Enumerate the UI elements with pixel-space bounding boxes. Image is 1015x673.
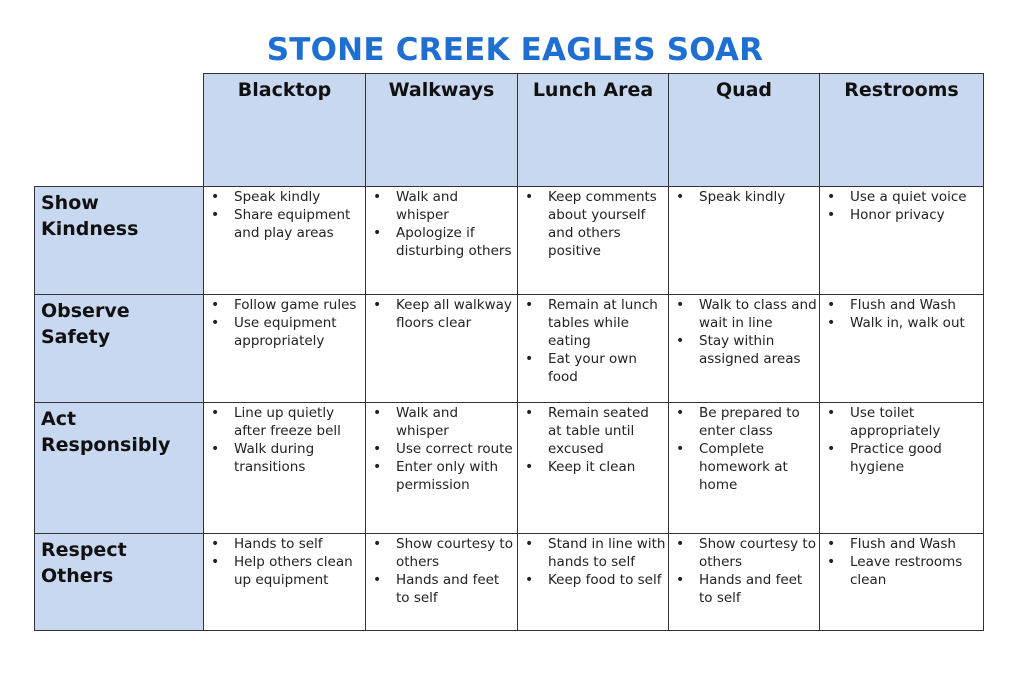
list-item: • Remain at lunch tables while eating [518, 296, 666, 350]
matrix-cell [204, 403, 366, 534]
row-header-respect-others: Respect Others [35, 534, 204, 631]
list-item: • Eat your own food [518, 350, 666, 386]
matrix-cell [820, 403, 984, 534]
matrix-cell [366, 534, 518, 631]
list-item: • Enter only with permission [366, 458, 515, 494]
list-item: • Walk and whisper [366, 404, 515, 440]
row-header-act-responsibly: Act Responsibly [35, 403, 204, 534]
matrix-cell [518, 187, 669, 295]
list-item: • Honor privacy [820, 206, 981, 224]
matrix-cell [204, 187, 366, 295]
list-item: • Show courtesy to others [366, 535, 515, 571]
column-header-blacktop: Blacktop [204, 74, 366, 187]
matrix-cell [820, 295, 984, 403]
matrix-cell [518, 403, 669, 534]
list-item: • Flush and Wash [820, 296, 981, 314]
page-title: STONE CREEK EAGLES SOAR [266, 32, 764, 68]
list-item: • Use toilet appropriately [820, 404, 981, 440]
list-item: • Apologize if disturbing others [366, 224, 515, 260]
list-item: • Follow game rules [204, 296, 363, 314]
list-item: • Use a quiet voice [820, 188, 981, 206]
list-item: • Line up quietly after freeze bell [204, 404, 363, 440]
corner-cell [35, 74, 204, 187]
list-item: • Hands and feet to self [669, 571, 817, 607]
list-item: • Leave restrooms clean [820, 553, 981, 589]
list-item: • Speak kindly [669, 188, 817, 206]
matrix-cell [669, 534, 820, 631]
matrix-cell [669, 295, 820, 403]
row-header-observe-safety: Observe Safety [35, 295, 204, 403]
matrix-cell [669, 187, 820, 295]
list-item: • Stand in line with hands to self [518, 535, 666, 571]
list-item: • Walk during transitions [204, 440, 363, 476]
list-item: • Keep all walkway floors clear [366, 296, 515, 332]
list-item: • Show courtesy to others [669, 535, 817, 571]
matrix-cell [366, 295, 518, 403]
expectations-matrix [34, 73, 984, 631]
list-item: • Help others clean up equipment [204, 553, 363, 589]
column-header-lunch-area: Lunch Area [518, 74, 669, 187]
matrix-cell [204, 295, 366, 403]
list-item: • Complete homework at home [669, 440, 817, 494]
matrix-cell [366, 187, 518, 295]
matrix-cell [518, 534, 669, 631]
matrix-cell [204, 534, 366, 631]
matrix-cell [669, 403, 820, 534]
row-header-show-kindness: Show Kindness [35, 187, 204, 295]
list-item: • Hands and feet to self [366, 571, 515, 607]
matrix-cell [518, 295, 669, 403]
matrix-cell [820, 187, 984, 295]
matrix-cell [820, 534, 984, 631]
list-item: • Remain seated at table until excused [518, 404, 666, 458]
list-item: • Use correct route [366, 440, 515, 458]
list-item: • Share equipment and play areas [204, 206, 363, 242]
list-item: • Use equipment appropriately [204, 314, 363, 350]
column-header-restrooms: Restrooms [820, 74, 984, 187]
list-item: • Keep food to self [518, 571, 666, 589]
list-item: • Be prepared to enter class [669, 404, 817, 440]
list-item: • Hands to self [204, 535, 363, 553]
list-item: • Keep comments about yourself and others positive [518, 188, 666, 260]
list-item: • Walk to class and wait in line [669, 296, 817, 332]
list-item: • Practice good hygiene [820, 440, 981, 476]
list-item: • Walk and whisper [366, 188, 515, 224]
column-header-walkways: Walkways [366, 74, 518, 187]
list-item: • Speak kindly [204, 188, 363, 206]
list-item: • Stay within assigned areas [669, 332, 817, 368]
list-item: • Walk in, walk out [820, 314, 981, 332]
list-item: • Flush and Wash [820, 535, 981, 553]
matrix-cell [366, 403, 518, 534]
list-item: • Keep it clean [518, 458, 666, 476]
column-header-quad: Quad [669, 74, 820, 187]
